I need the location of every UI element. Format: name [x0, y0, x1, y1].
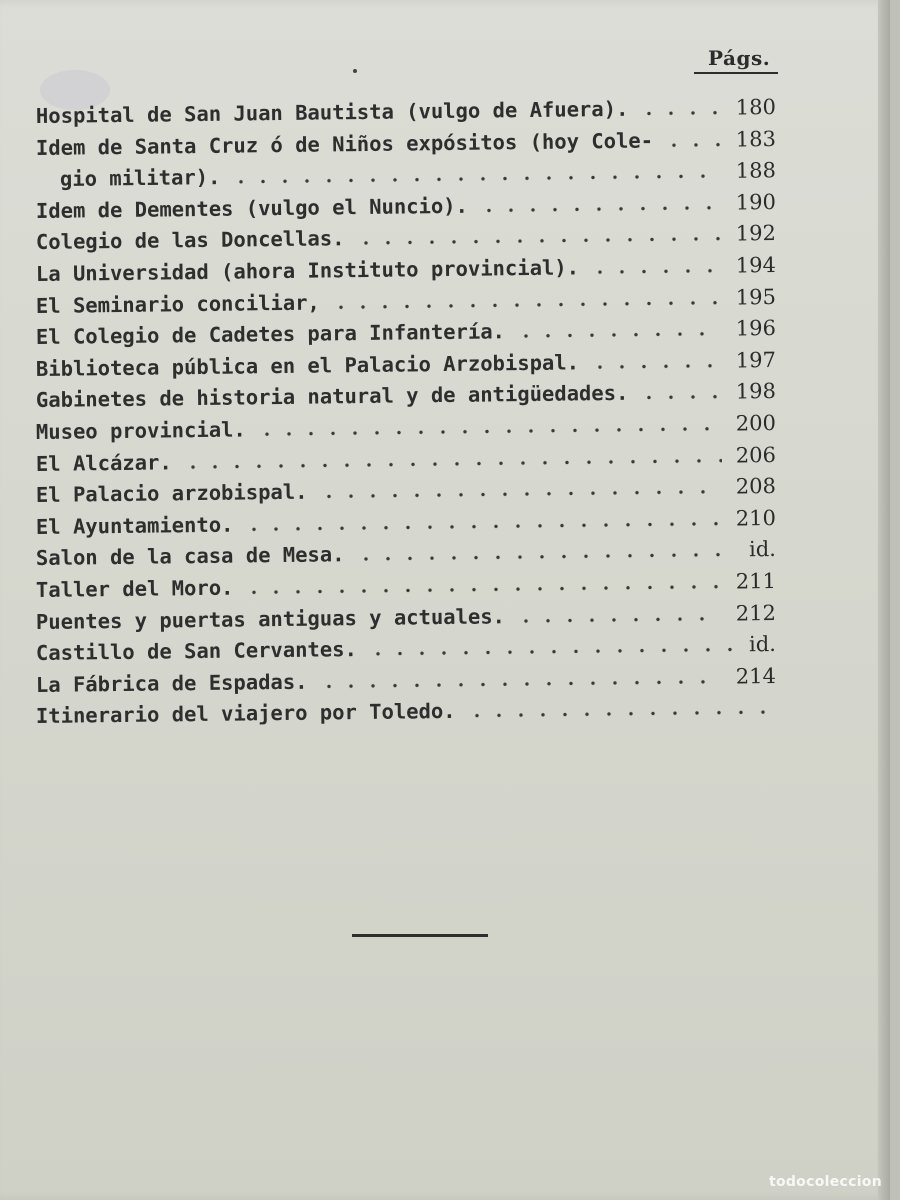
dot-leader — [589, 268, 722, 276]
toc-entry-title: El Alcázar. — [35, 449, 172, 476]
pages-column-label: Págs. — [708, 46, 771, 70]
toc-entry-page: 180 — [735, 94, 777, 120]
toc-entry-title: Taller del Moro. — [35, 575, 234, 602]
dot-leader — [515, 331, 722, 340]
toc-entry-title: Biblioteca pública en el Palacio Arzobispal. — [35, 350, 580, 381]
toc-entry-page: id. — [748, 632, 777, 657]
dot-leader — [638, 394, 722, 401]
dot-leader — [466, 709, 776, 719]
print-dot — [353, 69, 357, 73]
dot-leader — [318, 489, 722, 500]
page-edge — [878, 0, 890, 1200]
end-rule — [352, 934, 488, 937]
toc-entry-page: id. — [748, 537, 777, 562]
toc-entry-title: Castillo de San Cervantes. — [35, 637, 357, 666]
toc-entry-page: 194 — [735, 252, 777, 278]
toc-entry-title: La Universidad (ahora Instituto provincial). — [35, 255, 580, 286]
toc-entry-page: 211 — [735, 568, 777, 594]
toc-entry-page: 197 — [735, 347, 777, 373]
dot-leader — [663, 141, 722, 148]
toc-entry-title: La Fábrica de Espadas. — [35, 669, 308, 697]
toc-entry-page: 214 — [735, 663, 777, 689]
toc-entry-page: 198 — [735, 379, 777, 404]
toc-entry-title: El Palacio arzobispal. — [35, 479, 308, 508]
toc-entry-title: Idem de Santa Cruz ó de Niños expósitos (hoy Cole- — [35, 128, 654, 160]
dot-leader — [243, 584, 722, 596]
toc-entry-title: El Seminario conciliar, — [35, 290, 320, 318]
dot-leader — [230, 173, 722, 185]
dot-leader — [318, 678, 722, 689]
toc-entry-page: 195 — [735, 284, 777, 310]
header-underline — [694, 72, 778, 74]
toc-entry-title: El Ayuntamiento. — [35, 512, 234, 539]
toc-entry-page: 200 — [735, 410, 777, 436]
toc-entry-title: Itinerario del viajero por Toledo. — [35, 699, 456, 729]
dot-leader — [243, 520, 722, 532]
dot-leader — [638, 110, 722, 117]
toc-entry-page: 210 — [735, 505, 777, 531]
toc-entry-title: Puentes y puertas antiguas y actuales. — [35, 603, 506, 634]
toc-entry-title: El Colegio de Cadetes para Infantería. — [35, 319, 506, 350]
toc-entry-page: 208 — [735, 474, 777, 499]
toc-entry-page: 183 — [735, 126, 777, 152]
toc-entry-title: Hospital de San Juan Bautista (vulgo de Afuera). — [35, 96, 629, 128]
toc-entry-page: 206 — [735, 442, 777, 468]
dot-leader — [355, 552, 735, 563]
dot-leader — [478, 204, 722, 213]
toc-entry-title: gio militar). — [59, 165, 221, 192]
toc-entry-title: Museo provincial. — [35, 417, 246, 444]
dot-leader — [367, 647, 735, 657]
toc-entry-page: 188 — [735, 158, 777, 183]
toc-entry-title: Gabinetes de historia natural y de antigüedades. — [35, 381, 629, 413]
dot-leader — [182, 457, 722, 470]
toc-entry-page: 196 — [735, 316, 777, 341]
dot-leader — [515, 615, 722, 624]
dot-leader — [355, 236, 722, 246]
toc-entry-page: 192 — [735, 221, 777, 246]
toc-entry-page: 190 — [735, 189, 777, 215]
watermark: todocoleccion — [768, 1174, 882, 1190]
dot-leader — [589, 362, 722, 370]
toc-entry-title: Idem de Dementes (vulgo el Nuncio). — [35, 193, 469, 223]
dot-leader — [256, 426, 722, 438]
dot-leader — [330, 299, 722, 310]
toc-entry-page: 212 — [735, 600, 777, 626]
toc-entry-title: Colegio de las Doncellas. — [35, 226, 345, 255]
toc-entry-title: Salon de la casa de Mesa. — [35, 542, 345, 571]
